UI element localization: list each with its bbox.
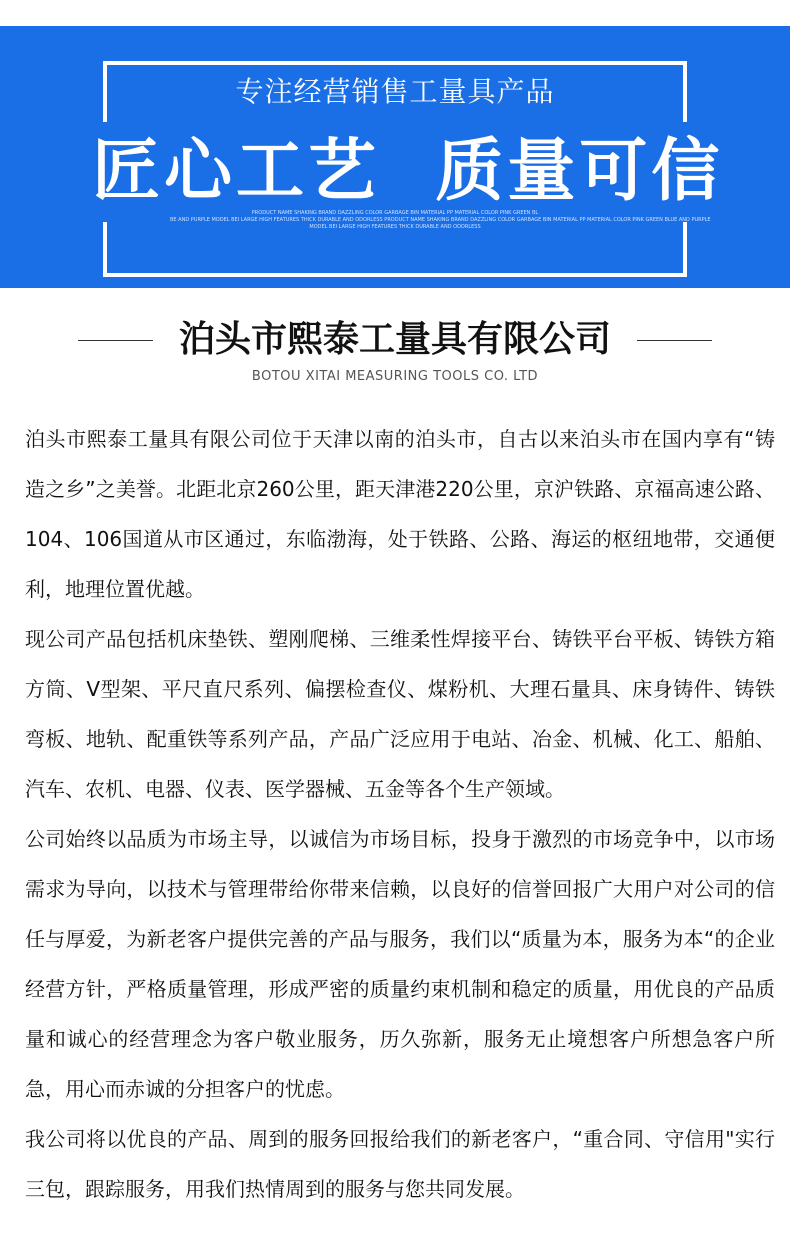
banner-fine-print: MODEL BEI LARGE HIGH FEATURES THICK DURABLE AND ODORLESS	[309, 224, 481, 230]
philosophy-paragraph: 公司始终以品质为市场主导，以诚信为市场目标，投身于激烈的市场竞争中，以市场需求为导向，以技术与管理带给你带来信赖，以良好的信誉回报广大用户对公司的信任与厚爱，为新老客户提供完善的产品与服务，我们以“质量为本，服务为本“的企业经营方针，严格质量管理，形成严密的质量约束机制和稳定的质量，用优良的产品质量和诚心的经营理念为客户敬业服务，历久弥新，服务无止境想客户所想急客户所急，用心而赤诚的分担客户的忧虑。	[25, 827, 775, 1101]
products-paragraph: 现公司产品包括机床垫铁、塑刚爬梯、三维柔性焊接平台、铸铁平台平板、铸铁方箱方筒、V型架、平尺直尺系列、偏摆检查仪、煤粉机、大理石量具、床身铸件、铸铁弯板、地轨、配重铁等系列产品，产品广泛应用于电站、冶金、机械、化工、船舶、汽车、农机、电器、仪表、医学器械、五金等各个生产领域。	[25, 627, 775, 801]
intro-paragraph: 泊头市熙泰工量具有限公司位于天津以南的泊头市，自古以来泊头市在国内享有“铸造之乡”之美誉。北距北京260公里，距天津港220公里，京沪铁路、京福高速公路、104、106国道从市区通过，东临渤海，处于铁路、公路、海运的枢纽地带，交通便利，地理位置优越。	[25, 427, 775, 601]
banner-title: 匠心工艺 质量可信	[92, 122, 698, 222]
banner-subtitle: 专注经营销售工量具产品	[200, 72, 590, 112]
banner-fine-print: PRODUCT NAME SHAKING BRAND DAZZLING COLOR GARBAGE BIN MATERIAL PP MATERIAL COLOR PINK GREEN BL	[251, 210, 539, 216]
left-divider	[78, 340, 153, 341]
company-introduction	[25, 414, 775, 1214]
right-divider	[637, 340, 712, 341]
company-name: 泊头市熙泰工量具有限公司	[178, 319, 611, 360]
hero-banner	[0, 26, 790, 288]
company-header	[0, 310, 790, 390]
banner-fine-print: BE AND PURPLE MODEL BEI LARGE HIGH FEATURES THICK DURABLE AND ODORLESS PRODUCT NAME SHAKING BRAND DAZZLING COLOR GARBAGE BIN MATERIAL PP MATERIAL COLOR PINK GREEN BLUE AND PURPLE	[170, 217, 711, 223]
company-name-english: BOTOU XITAI MEASURING TOOLS CO. LTD	[251, 369, 539, 384]
commitment-paragraph: 我公司将以优良的产品、周到的服务回报给我们的新老客户，“重合同、守信用"实行三包，跟踪服务，用我们热情周到的服务与您共同发展。	[25, 1127, 775, 1201]
